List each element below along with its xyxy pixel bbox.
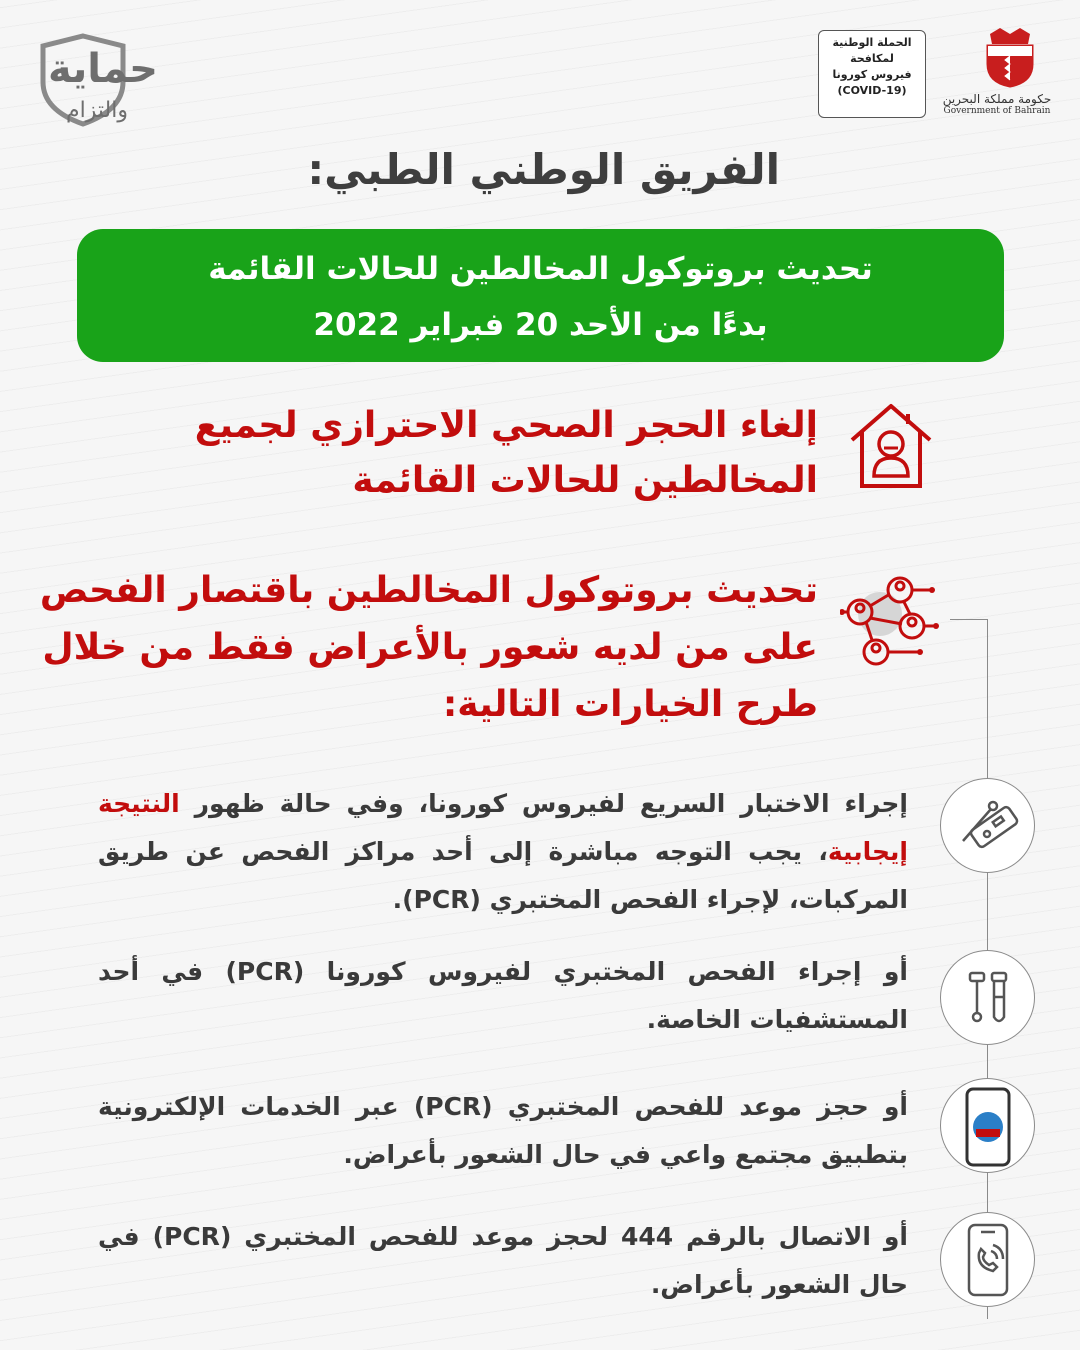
option-1-highlight: النتيجة إيجابية	[98, 789, 908, 866]
contacts-network-icon	[840, 570, 940, 670]
banner-line-1: تحديث بروتوكول المخالطين للحالات القائمة	[208, 251, 873, 287]
campaign-line-1: الحملة الوطنية	[832, 36, 912, 49]
banner-line-2: بدءًا من الأحد 20 فبراير 2022	[313, 307, 768, 343]
option-2-text: أو إجراء الفحص المختبري لفيروس كورونا (PCR) في أحد المستشفيات الخاصة.	[98, 957, 908, 1034]
option-1-text-a: إجراء الاختبار السريع لفيروس كورونا، وفي حالة ظهور	[179, 789, 908, 818]
page-title: الفريق الوطني الطبي:	[307, 145, 780, 194]
rapid-test-icon	[940, 778, 1035, 873]
himaya-word: حماية	[48, 46, 158, 92]
covid-campaign-logo	[818, 30, 926, 118]
option-1-text	[98, 780, 908, 924]
phone-call-icon	[940, 1212, 1035, 1307]
mobile-app-icon	[940, 1078, 1035, 1173]
announcement-banner	[77, 229, 1004, 362]
campaign-line-3: فيروس كورونا	[832, 68, 912, 81]
option-3-text: أو حجز موعد للفحص المختبري (PCR) عبر الخدمات الإلكترونية بتطبيق مجتمع واعي في حال الشعور بأعراض.	[98, 1092, 908, 1169]
iltizam-word: والتزام	[66, 98, 128, 123]
bahrain-crest-icon	[980, 26, 1040, 88]
test-tubes-icon	[940, 950, 1035, 1045]
point-2-text: تحديث بروتوكول المخالطين باقتصار الفحص على من لديه شعور بالأعراض فقط من خلال طرح الخيارات التالية:	[39, 570, 818, 725]
campaign-line-2: لمكافحة	[850, 52, 894, 65]
house-quarantine-icon	[846, 400, 936, 492]
option-1-text-b: ، يجب التوجه مباشرة إلى أحد مراكز الفحص عن طريق المركبات، لإجراء الفحص المختبري (PCR).	[98, 837, 908, 914]
option-4-text: أو الاتصال بالرقم 444 لحجز موعد للفحص المختبري (PCR) في حال الشعور بأعراض.	[98, 1222, 908, 1299]
himaya-logo	[28, 28, 158, 128]
government-english-name: Government of Bahrain	[943, 106, 1051, 116]
campaign-line-4: (COVID-19)	[837, 84, 907, 97]
point-1-text: إلغاء الحجر الصحي الاحترازي لجميع المخالطين للحالات القائمة	[194, 405, 818, 501]
connector-line	[950, 619, 988, 620]
government-logo	[942, 26, 1052, 126]
government-arabic-name: حكومة مملكة البحرين	[942, 92, 1052, 106]
